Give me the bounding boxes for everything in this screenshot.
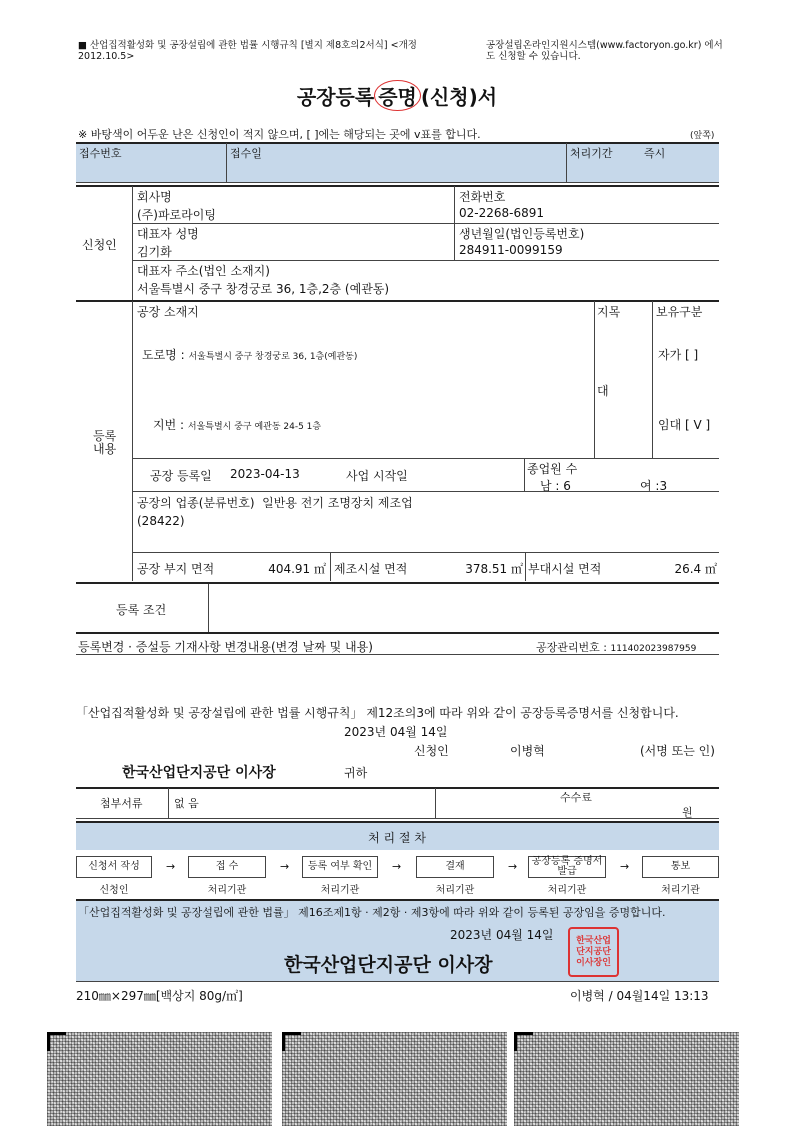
- reg-date-label: 공장 등록일: [150, 469, 212, 483]
- procedure-title: 처 리 절 차: [368, 831, 426, 845]
- factory-location-label: 공장 소재지: [137, 305, 199, 319]
- ownership-label: 보유구분: [656, 305, 703, 319]
- receipt-date-label: 접수일: [230, 147, 262, 160]
- applicant-section-label: 신청인: [82, 238, 117, 252]
- barcode-1: [47, 1032, 272, 1126]
- procedure-arrow-icon: →: [508, 860, 518, 873]
- procedure-actor: 신청인: [99, 885, 129, 896]
- lot-address: 지번 : 서울특별시 중구 예관동 24-5 1층: [153, 418, 322, 432]
- site-area-value: 404.91 ㎡: [268, 562, 326, 576]
- birth-reg-value: 284911-0099159: [459, 243, 563, 257]
- barcode-2: [282, 1032, 507, 1126]
- online-system-note: 공장설립온라인지원시스템(www.factoryon.go.kr) 에서도 신청할 수 있습니다.: [486, 40, 723, 62]
- industry-row: 공장의 업종(분류번호) 일반용 전기 조명장치 제조업: [137, 496, 413, 510]
- change-history-label: 등록변경 · 증설등 기재사항 변경내용(변경 날짜 및 내용): [78, 640, 373, 654]
- fee-label: 수수료: [560, 791, 592, 804]
- processing-period-value: 즉시: [644, 147, 666, 160]
- mfg-area-value: 378.51 ㎡: [465, 562, 523, 576]
- land-category-value: 대: [597, 384, 609, 398]
- registration-condition-label: 등록 조건: [116, 603, 167, 617]
- processing-period-label: 처리기간: [570, 147, 613, 160]
- form-reference-note: ■ 산업집적활성화 및 공장설립에 관한 법률 시행규칙 [별지 제8호의2서식] <개정 2012.10.5>: [78, 40, 417, 62]
- recipient-suffix: 귀하: [344, 766, 368, 780]
- procedure-step: 통보: [642, 856, 719, 878]
- phone-label: 전화번호: [459, 190, 506, 204]
- page-title: 공장등록 증명 (신청)서: [0, 80, 794, 111]
- barcode-3: [514, 1032, 739, 1126]
- company-name-value: (주)파로라이팅: [137, 208, 216, 222]
- start-date-label: 사업 시작일: [346, 469, 408, 483]
- male-employees: 남 : 6: [540, 479, 571, 493]
- reg-date-value: 2023-04-13: [230, 467, 300, 481]
- fee-unit: 원: [682, 806, 693, 819]
- attachments-label: 첨부서류: [100, 797, 143, 810]
- leased-checkbox[interactable]: 임대 [ V ]: [658, 418, 711, 432]
- land-category-label: 지목: [597, 305, 621, 319]
- page-side-label: (앞쪽): [690, 131, 715, 141]
- procedure-step: 공장등록 증명서발급: [528, 856, 606, 878]
- procedure-step: 신청서 작성: [76, 856, 152, 878]
- representative-label: 대표자 성명: [137, 227, 199, 241]
- instruction-text: ※ 바탕색이 어두운 난은 신청인이 적지 않으며, [ ]에는 해당되는 곳에 v표를 합니다.: [78, 128, 481, 141]
- paper-spec: 210㎜×297㎜[백상지 80g/㎡]: [76, 989, 243, 1003]
- title-circled-word: 증명: [374, 80, 421, 111]
- procedure-actor: 처리기관: [435, 885, 475, 896]
- procedure-arrow-icon: →: [166, 860, 176, 873]
- birth-reg-label: 생년월일(법인등록번호): [459, 227, 585, 241]
- issuer-name: 한국산업단지공단 이사장: [284, 954, 493, 976]
- management-number: 공장관리번호 : 111402023987959: [536, 641, 697, 654]
- company-name-label: 회사명: [137, 190, 172, 204]
- applicant-name: 이병혁: [510, 744, 545, 758]
- road-address: 도로명 : 서울특별시 중구 창경궁로 36, 1층(예관동): [142, 348, 358, 362]
- procedure-actor: 처리기관: [320, 885, 360, 896]
- aux-area-value: 26.4 ㎡: [674, 562, 717, 576]
- procedure-actor: 처리기관: [661, 885, 700, 896]
- print-stamp: 이병혁 / 04월14일 13:13: [570, 989, 709, 1003]
- procedure-actor: 처리기관: [547, 885, 587, 896]
- industry-code: (28422): [137, 514, 185, 528]
- female-employees: 여 :3: [640, 479, 668, 493]
- procedure-arrow-icon: →: [620, 860, 630, 873]
- owned-checkbox[interactable]: 자가 [ ]: [658, 348, 699, 362]
- procedure-step: 등록 여부 확인: [302, 856, 378, 878]
- procedure-arrow-icon: →: [392, 860, 402, 873]
- procedure-arrow-icon: →: [280, 860, 290, 873]
- receipt-number-label: 접수번호: [79, 147, 122, 160]
- mfg-area-label: 제조시설 면적: [334, 562, 408, 576]
- representative-value: 김기화: [137, 245, 172, 259]
- aux-area-label: 부대시설 면적: [528, 562, 602, 576]
- certification-date: 2023년 04월 14일: [450, 928, 554, 942]
- attachments-value: 없 음: [174, 797, 199, 810]
- sign-label: (서명 또는 인): [640, 744, 715, 758]
- application-date: 2023년 04월 14일: [344, 725, 448, 739]
- address-label: 대표자 주소(법인 소재지): [137, 264, 270, 278]
- procedure-step: 접 수: [188, 856, 266, 878]
- certification-statement: 「산업집적활성화 및 공장설립에 관한 법률」 제16조제1항 · 제2항 · 제3항에 따라 위와 같이 등록된 공장임을 증명합니다.: [78, 906, 666, 919]
- applicant-label: 신청인: [414, 744, 449, 758]
- procedure-step: 결재: [416, 856, 494, 878]
- application-statement: 「산업집적활성화 및 공장설립에 관한 법률 시행규칙」 제12조의3에 따라 위와 같이 공장등록증명서를 신청합니다.: [76, 706, 679, 720]
- receipt-row: [76, 143, 719, 182]
- phone-value: 02-2268-6891: [459, 206, 545, 220]
- registration-section-label: 등록 내용: [93, 429, 117, 456]
- address-value: 서울특별시 중구 창경궁로 36, 1층,2층 (예관동): [137, 282, 390, 296]
- site-area-label: 공장 부지 면적: [137, 562, 215, 576]
- recipient-name: 한국산업단지공단 이사장: [122, 765, 276, 781]
- employees-label: 종업원 수: [527, 462, 578, 476]
- official-seal: 한국산업단지공단이사장인: [568, 927, 619, 977]
- procedure-actor: 처리기관: [207, 885, 247, 896]
